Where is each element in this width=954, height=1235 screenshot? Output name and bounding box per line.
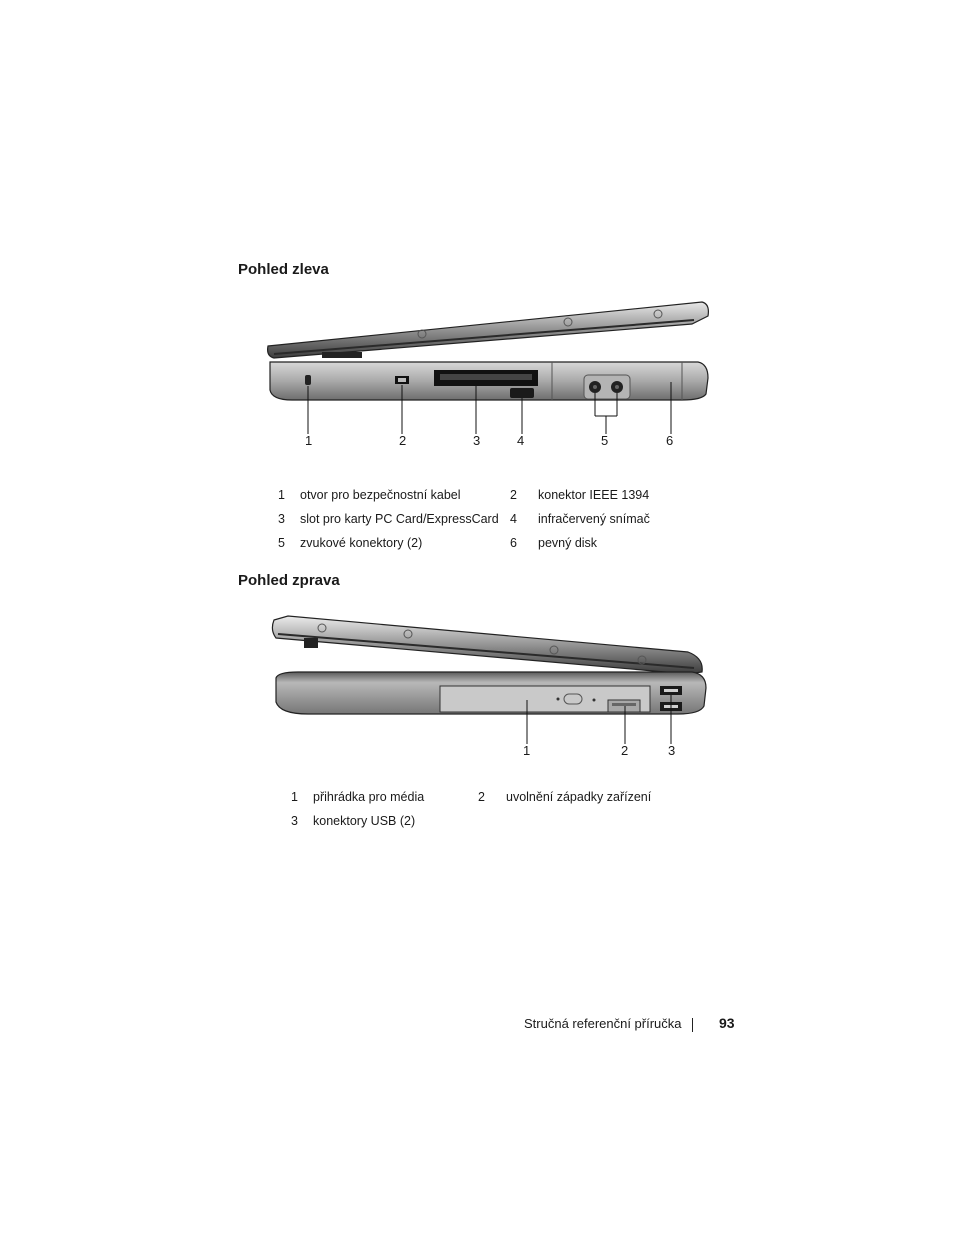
left-legend-label: zvukové konektory (2) [300,536,423,550]
right-legend-num: 2 [478,790,485,804]
laptop-right-side-illustration [268,612,710,720]
left-legend-label: pevný disk [538,536,598,550]
right-legend-num: 3 [291,814,298,828]
right-legend-label: konektory USB (2) [313,814,416,828]
right-callout-1: 1 [523,743,531,758]
left-legend-num: 2 [510,488,517,502]
page-number: 93 [719,1015,735,1031]
left-callout-2: 2 [399,433,407,448]
left-legend-num: 4 [510,512,517,526]
right-callout-2: 2 [621,743,629,758]
left-legend-num: 3 [278,512,285,526]
footer-title: Stručná referenční příručka [524,1016,682,1031]
left-callout-3: 3 [473,433,481,448]
left-legend-num: 1 [278,488,285,502]
left-callout-4: 4 [517,433,525,448]
left-callout-5: 5 [601,433,609,448]
left-legend-num: 6 [510,536,517,550]
left-legend-label: otvor pro bezpečnostní kabel [300,488,461,502]
left-callout-1: 1 [305,433,313,448]
footer-divider [692,1018,693,1032]
left-legend-label: konektor IEEE 1394 [538,488,650,502]
right-legend-label: přihrádka pro média [313,790,425,804]
left-view-heading: Pohled zleva [238,261,329,278]
left-legend-label: slot pro karty PC Card/ExpressCard [300,512,499,526]
right-callout-3: 3 [668,743,676,758]
left-callout-6: 6 [666,433,674,448]
right-legend-num: 1 [291,790,298,804]
right-legend-label: uvolnění západky zařízení [506,790,652,804]
left-legend-num: 5 [278,536,285,550]
laptop-left-side-illustration [262,298,712,406]
left-legend-label: infračervený snímač [538,512,650,526]
right-view-heading: Pohled zprava [238,572,340,589]
